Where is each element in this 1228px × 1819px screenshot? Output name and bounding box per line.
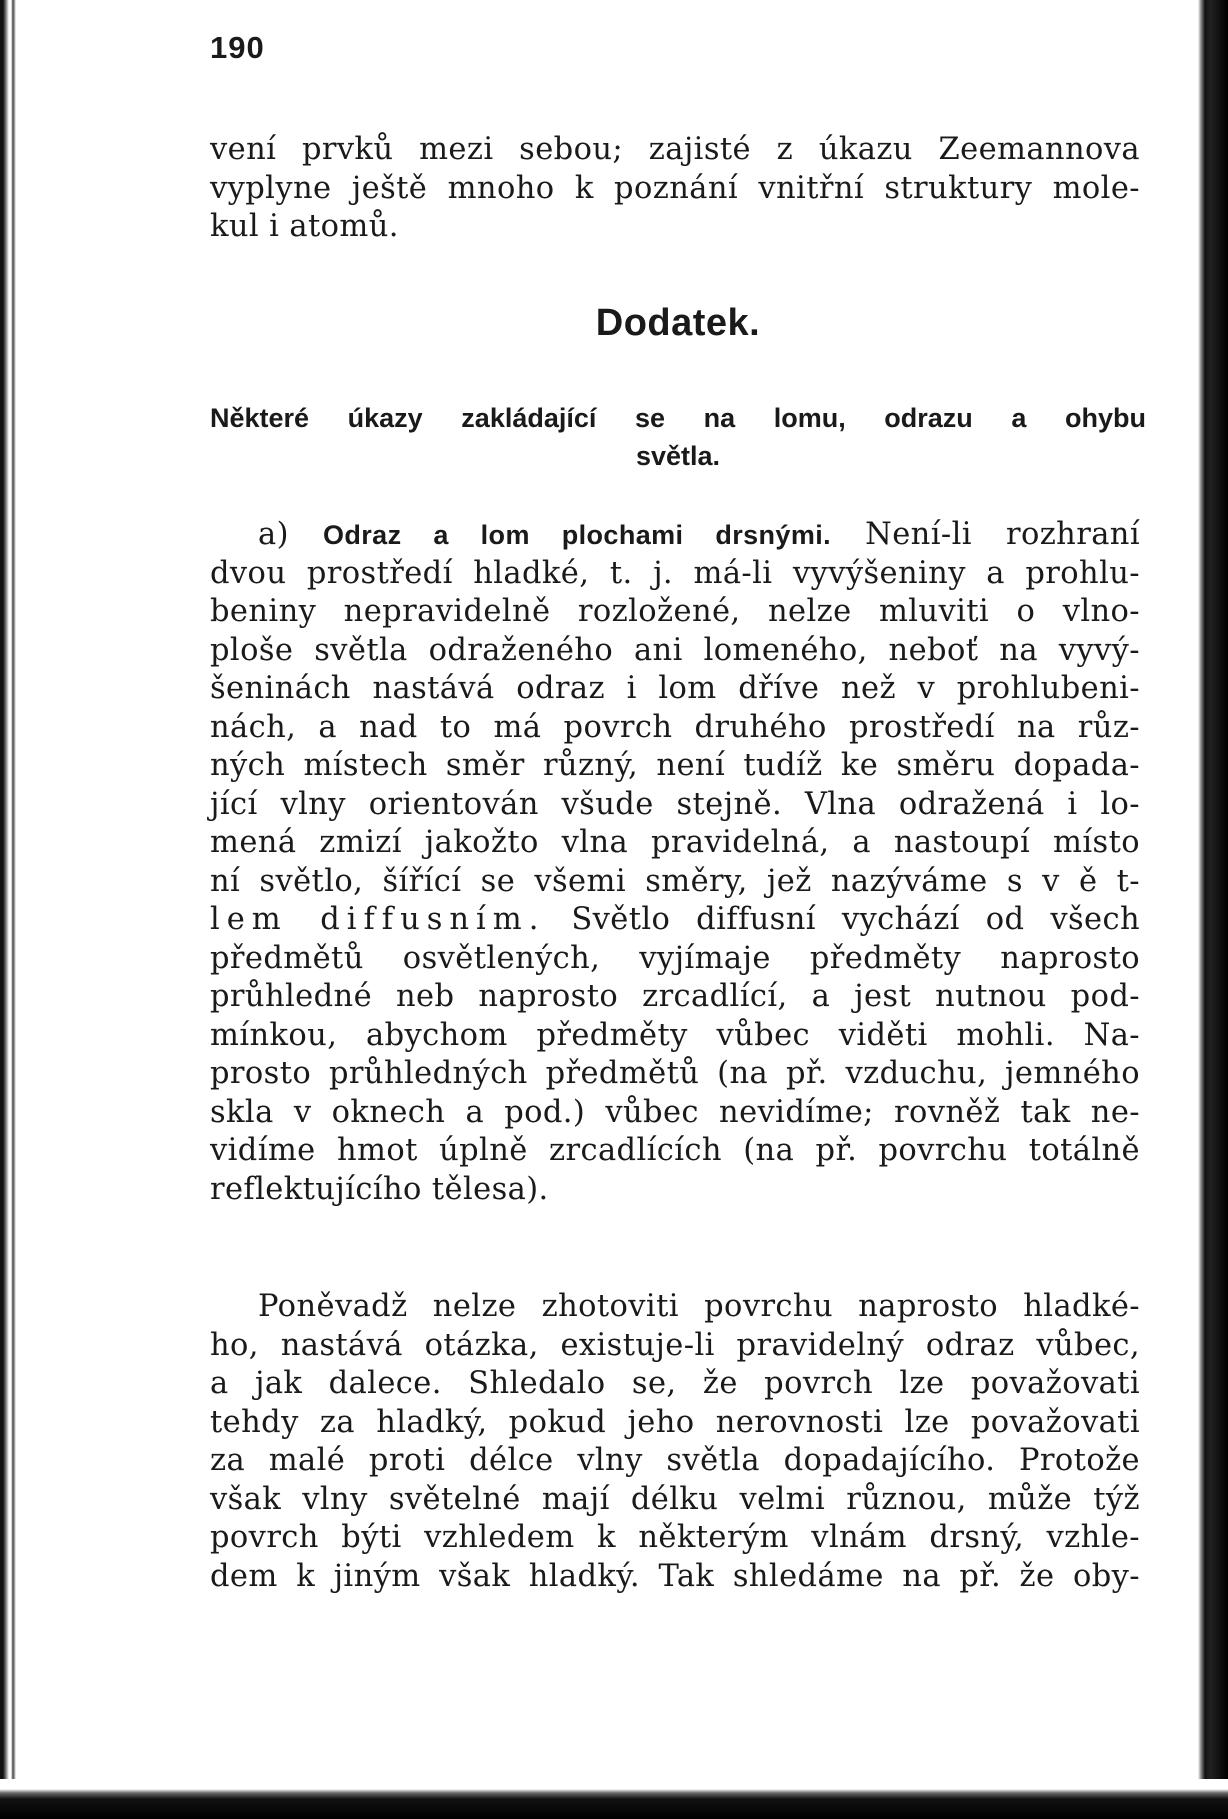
emphasized-term: lem diffusním. (210, 902, 546, 937)
text-line: za malé proti délce vlny světla dopadajícího. Protože (210, 1443, 1140, 1478)
subsection-first-line (210, 516, 1140, 555)
paragraph-rough-surfaces (210, 516, 1140, 1209)
scan-edge-bottom (0, 1779, 1228, 1819)
text-line: kul i atomů. (210, 209, 399, 244)
subsection-title: Odraz a lom plochami drsnými. (322, 520, 832, 550)
text-line: nách, a nad to má povrch druhého prostředí na růz- (210, 709, 1140, 745)
subsection-label: a) (258, 517, 289, 552)
text-line: dvou prostředí hladké, t. j. má-li vyvýšeniny a prohlu- (210, 555, 1140, 591)
text-line: vyplyne ještě mnoho k poznání vnitřní struktury mole- (210, 170, 1140, 206)
page-number: 190 (210, 30, 265, 65)
text-line: reflektujícího tělesa). (210, 1171, 549, 1207)
text-line: však vlny světelné mají délku velmi různou, může týž (210, 1481, 1140, 1517)
text-line: a jak dalece. Shledalo se, že povrch lze považovati (210, 1366, 1140, 1401)
text-line: ní světlo, šířící se všemi směry, jež nazýváme s v ě t- (210, 863, 1140, 899)
section-heading-line-1: Některé úkazy zakládající se na lomu, odrazu a ohybu (210, 403, 1146, 433)
text-line: vidíme hmot úplně zrcadlících (na př. povrchu totálně (210, 1133, 1140, 1168)
text-line: mínkou, abychom předměty vůbec viděti mohli. Na- (210, 1017, 1140, 1053)
emphasis-line (210, 901, 1140, 940)
text-line: ho, nastává otázka, existuje-li pravidelný odraz vůbec, (210, 1327, 1140, 1363)
text-line: prosto průhledných předmětů (na př. vzduchu, jemného (210, 1056, 1140, 1091)
appendix-title: Dodatek. (595, 302, 761, 344)
scan-edge-left (0, 0, 16, 1819)
subsection-first-line-rest: Není-li rozhraní (865, 517, 1140, 552)
text-line: beniny nepravidelně rozložené, nelze mluviti o vlno- (210, 594, 1140, 629)
text-line: vení prvků mezi sebou; zajisté z úkazu Zeemannova (210, 132, 1140, 167)
paragraph-smooth-surface (210, 1288, 1140, 1596)
section-heading-line-2: světla. (635, 441, 721, 471)
scan-edge-right (1184, 0, 1228, 1819)
section-heading (210, 399, 1146, 475)
text-line: předmětů osvětlených, vyjímaje předměty naprosto (210, 940, 1140, 976)
intro-paragraph (210, 131, 1140, 247)
text-line: Poněvadž nelze zhotoviti povrchu naprosto hladké- (258, 1289, 1140, 1324)
text-line: mená zmizí jakožto vlna pravidelná, a nastoupí místo (210, 825, 1140, 860)
text-line: ploše světla odraženého ani lomeného, neboť na vyvý- (210, 632, 1140, 668)
text-line: dem k jiným však hladký. Tak shledáme na př. že oby- (210, 1558, 1140, 1594)
text-line-rest: Světlo diffusní vychází od všech (571, 902, 1140, 937)
text-line: jící vlny orientován všude stejně. Vlna odražená i lo- (210, 786, 1140, 822)
text-line: průhledné neb naprosto zrcadlící, a jest nutnou pod- (210, 979, 1140, 1014)
text-line: skla v oknech a pod.) vůbec nevidíme; rovněž tak ne- (210, 1094, 1140, 1130)
text-line: tehdy za hladký, pokud jeho nerovnosti lze považovati (210, 1404, 1140, 1440)
text-line: povrch býti vzhledem k některým vlnám drsný, vzhle- (210, 1520, 1140, 1555)
text-line: ných místech směr různý, není tudíž ke směru dopada- (210, 748, 1140, 783)
text-line: šeninách nastává odraz i lom dříve než v prohlubeni- (210, 671, 1140, 706)
